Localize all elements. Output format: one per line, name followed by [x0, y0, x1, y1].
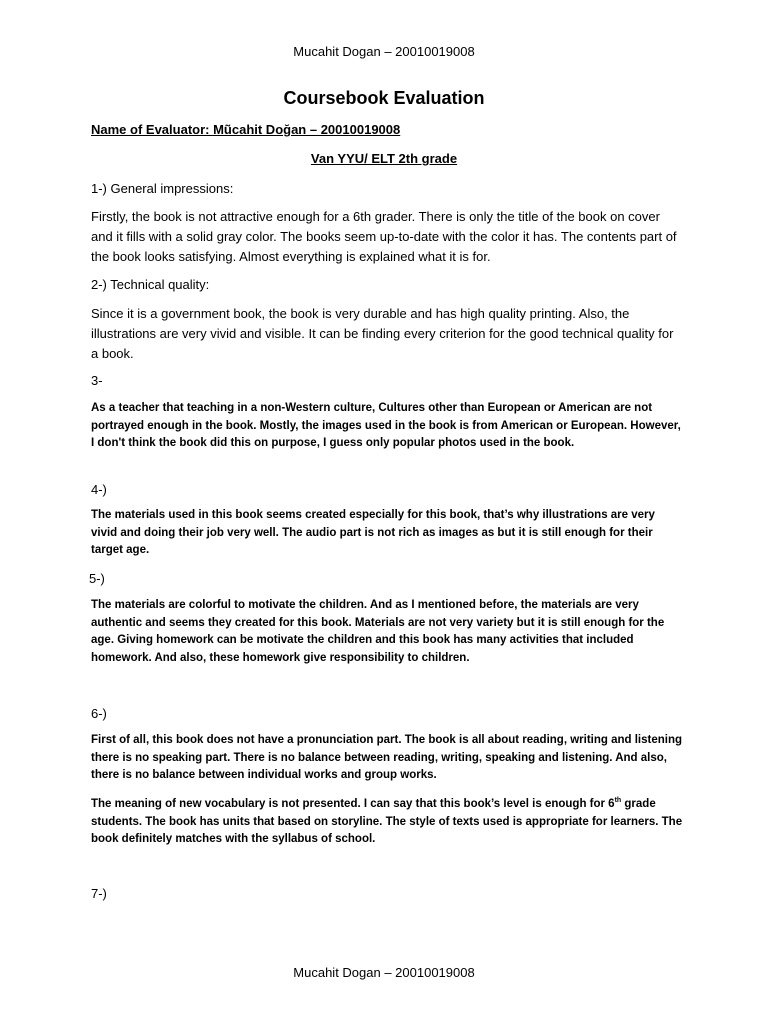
section-5-body: The materials are colorful to motivate the children. And as I mentioned before, the materials are very authentic and seems they created for this book. Materials are not very variety but it is still enough for the age. Giving homework can be motivate the children and this book has many activities that included homework. And also, these homework give responsibility to children.	[91, 599, 665, 664]
section-6-body: First of all, this book does not have a pronunciation part. The book is all about reading, writing and listening there is no speaking part. There is no balance between reading, writing, speaking and listening. And also, there is no balance between individual works and group works.	[91, 734, 683, 782]
page-title: Coursebook Evaluation	[283, 88, 485, 108]
page-footer: Mucahit Dogan – 20010019008	[293, 965, 475, 980]
page-header: Mucahit Dogan – 20010019008	[293, 44, 475, 59]
evaluator-line: Name of Evaluator: Mũcahit Doğan – 20010019008	[91, 122, 401, 137]
section-6-body-2	[91, 796, 683, 849]
section-2-body: Since it is a government book, the book is very durable and has high quality printing. Also, the illustrations are very vivid and visible. It can be finding every criterion for the good technical quality for a book.	[91, 306, 674, 361]
section-6-heading: 6-)	[91, 706, 107, 721]
section-5-heading: 5-)	[89, 571, 105, 586]
section-7-heading: 7-)	[91, 886, 107, 901]
section-6-body-2-start: The meaning of new vocabulary is not presented. I can say that this book’s level is enough for 6	[91, 798, 615, 810]
section-1-body: Firstly, the book is not attractive enough for a 6th grader. There is only the title of the book on cover and it fills with a solid gray color. The books seem up-to-date with the color it has. The contents part of the book looks satisfying. Almost everything is explained what it is for.	[91, 209, 677, 264]
section-3-body: As a teacher that teaching in a non-Western culture, Cultures other than European or American are not portrayed enough in the book. Mostly, the images used in the book is from American or European. However, I don't think the book did this on purpose, I guess only popular photos used in the book.	[91, 402, 681, 450]
section-3-heading: 3-	[91, 373, 103, 388]
ordinal-suffix: th	[614, 797, 622, 805]
school-line: Van YYU/ ELT 2th grade	[310, 151, 458, 166]
section-4-heading: 4-)	[91, 482, 107, 497]
section-1-heading: 1-) General impressions:	[91, 181, 234, 196]
section-4-body: The materials used in this book seems created especially for this book, that’s why illustrations are very vivid and doing their job very well. The audio part is not rich as images as but it is still enough for their target age.	[91, 509, 655, 557]
section-2-heading: 2-) Technical quality:	[91, 277, 210, 292]
section-6-body-2-end: grade students. The book has units that based on storyline. The style of texts used is appropriate for learners. The book definitely matches with the syllabus of school.	[91, 798, 683, 846]
